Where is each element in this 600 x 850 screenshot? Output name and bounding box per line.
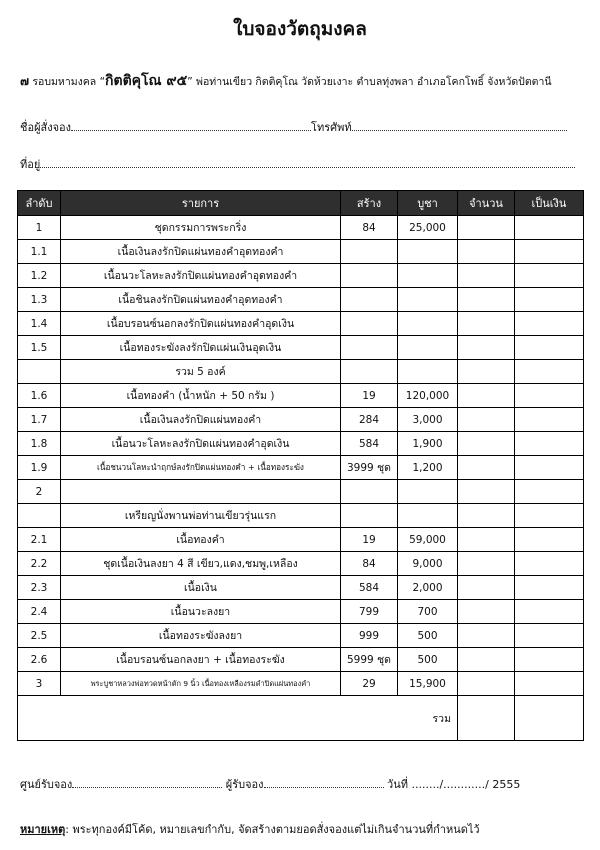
address-label: ที่อยู่ bbox=[20, 158, 41, 171]
row-price bbox=[398, 264, 458, 288]
row-item: ชุดกรรมการพระกริ่ง bbox=[61, 216, 341, 240]
row-built bbox=[341, 312, 398, 336]
row-amount-cell[interactable] bbox=[515, 384, 584, 408]
row-amount-cell[interactable] bbox=[515, 576, 584, 600]
footer-note bbox=[20, 820, 480, 838]
col-header-amount: เป็นเงิน bbox=[515, 191, 584, 216]
row-amount-cell[interactable] bbox=[515, 552, 584, 576]
table-row bbox=[18, 504, 584, 528]
row-item: เนื้อทองคำ (น้ำหนัก + 50 กรัม ) bbox=[61, 384, 341, 408]
table-row bbox=[18, 240, 584, 264]
row-built: 284 bbox=[341, 408, 398, 432]
row-number: 2.3 bbox=[18, 576, 61, 600]
row-amount-cell[interactable] bbox=[515, 264, 584, 288]
orderer-row bbox=[20, 118, 567, 136]
row-price: 120,000 bbox=[398, 384, 458, 408]
col-header-no: ลำดับ bbox=[18, 191, 61, 216]
row-built: 29 bbox=[341, 672, 398, 696]
row-price bbox=[398, 240, 458, 264]
row-built bbox=[341, 264, 398, 288]
row-price: 500 bbox=[398, 648, 458, 672]
table-row bbox=[18, 576, 584, 600]
row-item: เนื้อเงินลงรักปิดแผ่นทองคำ bbox=[61, 408, 341, 432]
col-header-quantity: จำนวน bbox=[458, 191, 515, 216]
row-amount-cell[interactable] bbox=[515, 504, 584, 528]
center-field[interactable] bbox=[72, 777, 222, 788]
row-item bbox=[61, 480, 341, 504]
table-row bbox=[18, 312, 584, 336]
row-item: เนื้อทองคำ bbox=[61, 528, 341, 552]
address-field[interactable] bbox=[40, 157, 575, 168]
col-header-price: บูชา bbox=[398, 191, 458, 216]
row-number: 2.4 bbox=[18, 600, 61, 624]
row-amount-cell[interactable] bbox=[515, 600, 584, 624]
table-row bbox=[18, 288, 584, 312]
row-item: เนื้อบรอนซ์นอกลงยา + เนื้อทองระฆัง bbox=[61, 648, 341, 672]
row-quantity-cell[interactable] bbox=[458, 456, 515, 480]
phone-label: โทรศัพท์ bbox=[311, 121, 352, 134]
row-item: เนื้อบรอนซ์นอกลงรักปิดแผ่นทองคำอุดเงิน bbox=[61, 312, 341, 336]
row-quantity-cell[interactable] bbox=[458, 552, 515, 576]
row-number: 1.2 bbox=[18, 264, 61, 288]
row-price bbox=[398, 336, 458, 360]
table-row bbox=[18, 456, 584, 480]
row-number: 1.5 bbox=[18, 336, 61, 360]
row-number: 1.6 bbox=[18, 384, 61, 408]
row-price: 1,200 bbox=[398, 456, 458, 480]
row-price: 2,000 bbox=[398, 576, 458, 600]
row-item: เนื้อทองระฆังลงรักปิดแผ่นเงินอุดเงิน bbox=[61, 336, 341, 360]
row-quantity-cell[interactable] bbox=[458, 264, 515, 288]
page-title: ใบจองวัตถุมงคล bbox=[233, 18, 367, 40]
row-quantity-cell[interactable] bbox=[458, 336, 515, 360]
table-row bbox=[18, 408, 584, 432]
row-quantity-cell[interactable] bbox=[458, 432, 515, 456]
address-row bbox=[20, 155, 575, 173]
row-amount-cell[interactable] bbox=[515, 480, 584, 504]
row-built: 584 bbox=[341, 576, 398, 600]
row-price: 9,000 bbox=[398, 552, 458, 576]
row-number: 2.1 bbox=[18, 528, 61, 552]
row-quantity-cell[interactable] bbox=[458, 312, 515, 336]
center-label: ศูนย์รับจอง bbox=[20, 778, 73, 791]
row-number: 2.5 bbox=[18, 624, 61, 648]
row-number: 2.6 bbox=[18, 648, 61, 672]
order-table-body bbox=[18, 216, 584, 696]
row-item: เนื้อชินลงรักปิดแผ่นทองคำอุดทองคำ bbox=[61, 288, 341, 312]
row-price: 1,900 bbox=[398, 432, 458, 456]
footer-signature-row bbox=[20, 775, 520, 793]
row-quantity-cell[interactable] bbox=[458, 672, 515, 696]
row-quantity-cell[interactable] bbox=[458, 408, 515, 432]
row-item: เนื้อชนวนโลหะนำฤกษ์ลงรักปิดแผ่นทองคำ + เนื้อทองระฆัง bbox=[61, 456, 341, 480]
row-quantity-cell[interactable] bbox=[458, 648, 515, 672]
table-row bbox=[18, 384, 584, 408]
row-amount-cell[interactable] bbox=[515, 240, 584, 264]
table-row bbox=[18, 672, 584, 696]
row-built bbox=[341, 240, 398, 264]
row-number: 1.9 bbox=[18, 456, 61, 480]
row-price bbox=[398, 480, 458, 504]
table-header-row bbox=[18, 191, 584, 216]
row-built: 84 bbox=[341, 552, 398, 576]
row-built: 5999 ชุด bbox=[341, 648, 398, 672]
row-item: เนื้อเงินลงรักปิดแผ่นทองคำอุดทองคำ bbox=[61, 240, 341, 264]
row-number: 1.8 bbox=[18, 432, 61, 456]
col-header-item: รายการ bbox=[61, 191, 341, 216]
row-item: เนื้อทองระฆังลงยา bbox=[61, 624, 341, 648]
table-row bbox=[18, 336, 584, 360]
receiver-label: ผู้รับจอง bbox=[225, 778, 264, 791]
date-label: วันที่ bbox=[387, 778, 408, 791]
table-row bbox=[18, 624, 584, 648]
row-amount-cell[interactable] bbox=[515, 312, 584, 336]
row-quantity-cell[interactable] bbox=[458, 360, 515, 384]
row-price: 3,000 bbox=[398, 408, 458, 432]
row-quantity-cell[interactable] bbox=[458, 600, 515, 624]
intro-number: ๗ bbox=[20, 74, 30, 88]
intro-prefix: รอบมหามงคล “ bbox=[32, 76, 106, 88]
intro-line bbox=[20, 70, 590, 92]
row-quantity-cell[interactable] bbox=[458, 528, 515, 552]
row-amount-cell[interactable] bbox=[515, 528, 584, 552]
table-row bbox=[18, 216, 584, 240]
row-item: เนื้อนวะโลหะลงรักปิดแผ่นทองคำอุดทองคำ bbox=[61, 264, 341, 288]
row-amount-cell[interactable] bbox=[515, 336, 584, 360]
row-amount-cell[interactable] bbox=[515, 624, 584, 648]
row-quantity-cell[interactable] bbox=[458, 624, 515, 648]
row-number: 3 bbox=[18, 672, 61, 696]
row-price: 500 bbox=[398, 624, 458, 648]
row-built: 999 bbox=[341, 624, 398, 648]
phone-field[interactable] bbox=[352, 120, 567, 131]
total-amount-cell[interactable] bbox=[515, 696, 584, 741]
row-price: 700 bbox=[398, 600, 458, 624]
row-quantity-cell[interactable] bbox=[458, 288, 515, 312]
row-number: 1.4 bbox=[18, 312, 61, 336]
intro-suffix: ” พ่อท่านเขียว กิตติคุโณ วัดห้วยเงาะ ตำบลทุ่งพลา อำเภอโคกโพธิ์ จังหวัดปัตตานี bbox=[187, 76, 552, 88]
table-row bbox=[18, 648, 584, 672]
row-item: พระบูชาหลวงพ่อทวดหน้าตัก 9 นิ้ว เนื้อทองเหลืองรมดำปิดแผ่นทองคำ bbox=[61, 672, 341, 696]
row-built: 584 bbox=[341, 432, 398, 456]
row-quantity-cell[interactable] bbox=[458, 504, 515, 528]
row-item: เนื้อนวะลงยา bbox=[61, 600, 341, 624]
row-number: 1.3 bbox=[18, 288, 61, 312]
row-number: 2.2 bbox=[18, 552, 61, 576]
table-row bbox=[18, 360, 584, 384]
row-amount-cell[interactable] bbox=[515, 360, 584, 384]
note-text: : พระทุกองค์มีโค้ด, หมายเลขกำกับ, จัดสร้างตามยอดสั่งจองแต่ไม่เกินจำนวนที่กำหนดไว้ bbox=[65, 823, 480, 836]
row-quantity-cell[interactable] bbox=[458, 480, 515, 504]
receiver-field[interactable] bbox=[264, 777, 384, 788]
row-quantity-cell[interactable] bbox=[458, 216, 515, 240]
row-built: 799 bbox=[341, 600, 398, 624]
row-item: เนื้อนวะโลหะลงรักปิดแผ่นทองคำอุดเงิน bbox=[61, 432, 341, 456]
row-quantity-cell[interactable] bbox=[458, 240, 515, 264]
row-price: 59,000 bbox=[398, 528, 458, 552]
row-amount-cell[interactable] bbox=[515, 432, 584, 456]
row-built bbox=[341, 360, 398, 384]
orderer-label: ชื่อผู้สั่งจอง bbox=[20, 121, 72, 134]
row-amount-cell[interactable] bbox=[515, 288, 584, 312]
row-number: 1 bbox=[18, 216, 61, 240]
row-built: 3999 ชุด bbox=[341, 456, 398, 480]
row-item: เหรียญนั่งพานพ่อท่านเขียวรุ่นแรก bbox=[61, 504, 341, 528]
note-label: หมายเหตุ bbox=[20, 823, 66, 836]
row-number bbox=[18, 360, 61, 384]
intro-edition-name: กิตติคุโณ ๙๕ bbox=[105, 73, 188, 89]
table-row bbox=[18, 528, 584, 552]
total-row bbox=[18, 696, 584, 741]
row-item: ชุดเนื้อเงินลงยา 4 สี เขียว,แดง,ชมพู,เหลือง bbox=[61, 552, 341, 576]
row-price: 15,900 bbox=[398, 672, 458, 696]
row-item: รวม 5 องค์ bbox=[61, 360, 341, 384]
row-quantity-cell[interactable] bbox=[458, 576, 515, 600]
order-table bbox=[17, 190, 584, 741]
row-price bbox=[398, 360, 458, 384]
table-row bbox=[18, 600, 584, 624]
row-number: 1.1 bbox=[18, 240, 61, 264]
row-built bbox=[341, 504, 398, 528]
col-header-built: สร้าง bbox=[341, 191, 398, 216]
row-amount-cell[interactable] bbox=[515, 672, 584, 696]
row-price bbox=[398, 504, 458, 528]
row-number: 2 bbox=[18, 480, 61, 504]
row-built bbox=[341, 336, 398, 360]
row-number bbox=[18, 504, 61, 528]
total-quantity-cell[interactable] bbox=[458, 696, 515, 741]
orderer-name-field[interactable] bbox=[71, 120, 311, 131]
table-row bbox=[18, 264, 584, 288]
row-built: 19 bbox=[341, 384, 398, 408]
row-amount-cell[interactable] bbox=[515, 648, 584, 672]
row-built bbox=[341, 480, 398, 504]
row-price bbox=[398, 288, 458, 312]
table-row bbox=[18, 432, 584, 456]
row-amount-cell[interactable] bbox=[515, 216, 584, 240]
total-label: รวม bbox=[18, 696, 458, 741]
table-row bbox=[18, 552, 584, 576]
row-quantity-cell[interactable] bbox=[458, 384, 515, 408]
row-price bbox=[398, 312, 458, 336]
row-item: เนื้อเงิน bbox=[61, 576, 341, 600]
row-amount-cell[interactable] bbox=[515, 408, 584, 432]
row-amount-cell[interactable] bbox=[515, 456, 584, 480]
row-built: 84 bbox=[341, 216, 398, 240]
row-built: 19 bbox=[341, 528, 398, 552]
table-row bbox=[18, 480, 584, 504]
row-built bbox=[341, 288, 398, 312]
row-price: 25,000 bbox=[398, 216, 458, 240]
row-number: 1.7 bbox=[18, 408, 61, 432]
date-field[interactable]: ......../............/ 2555 bbox=[411, 778, 521, 791]
